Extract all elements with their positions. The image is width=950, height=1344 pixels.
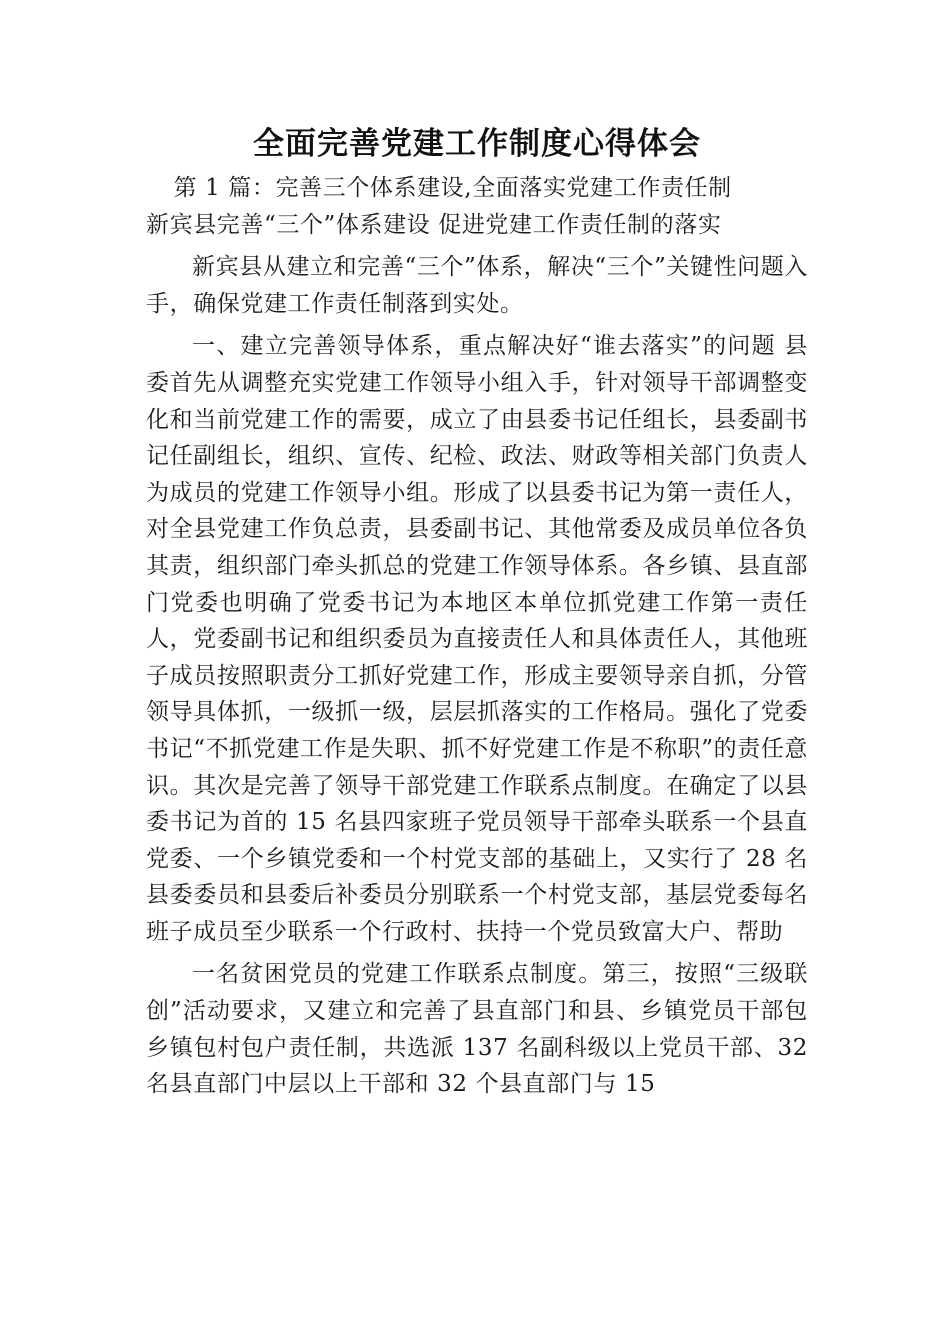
body-paragraph-1: 新宾县从建立和完善“三个”体系，解决“三个”关键性问题入手，确保党建工作责任制落到实处。	[146, 254, 808, 317]
document-title: 全面完善党建工作制度心得体会	[253, 126, 701, 162]
subtitle-line-2: 新宾县完善“三个”体系建设 促进党建工作责任制的落实	[146, 211, 722, 238]
document-page	[146, 118, 808, 1103]
body-paragraph-3: 一名贫困党员的党建工作联系点制度。第三，按照“三级联创”活动要求，又建立和完善了县直部门和县、乡镇党员干部包乡镇包村包户责任制，共选派 137 名副科级以上党员干部、32 名县直部门中层以上干部和 32 个县直部门与 15	[146, 961, 808, 1098]
subtitle-line-1: 第 1 篇：完善三个体系建设,全面落实党建工作责任制	[173, 175, 732, 201]
body-paragraph-2: 一、建立完善领导体系，重点解决好“谁去落实”的问题 县委首先从调整充实党建工作领导小组入手，针对领导干部调整变化和当前党建工作的需要，成立了由县委书记任组长，县委副书记任副组长，组织、宣传、纪检、政法、财政等相关部门负责人为成员的党建工作领导小组。形成了以县委书记为第一责任人，对全县党建工作负总责，县委副书记、其他常委及成员单位各负其责，组织部门牵头抓总的党建工作领导体系。各乡镇、县直部门党委也明确了党委书记为本地区本单位抓党建工作第一责任人，党委副书记和组织委员为直接责任人和具体责任人，其他班子成员按照职责分工抓好党建工作，形成主要领导亲自抓，分管领导具体抓，一级抓一级，层层抓落实的工作格局。强化了党委书记“不抓党建工作是失职、抓不好党建工作是不称职”的责任意识。其次是完善了领导干部党建工作联系点制度。在确定了以县委书记为首的 15 名县四家班子党员领导干部牵头联系一个县直党委、一个乡镇党委和一个村党支部的基础上，又实行了 28 名县委委员和县委后补委员分别联系一个村党支部，基层党委每名班子成员至少联系一个行政村、扶持一个党员致富大户、帮助	[146, 333, 808, 945]
